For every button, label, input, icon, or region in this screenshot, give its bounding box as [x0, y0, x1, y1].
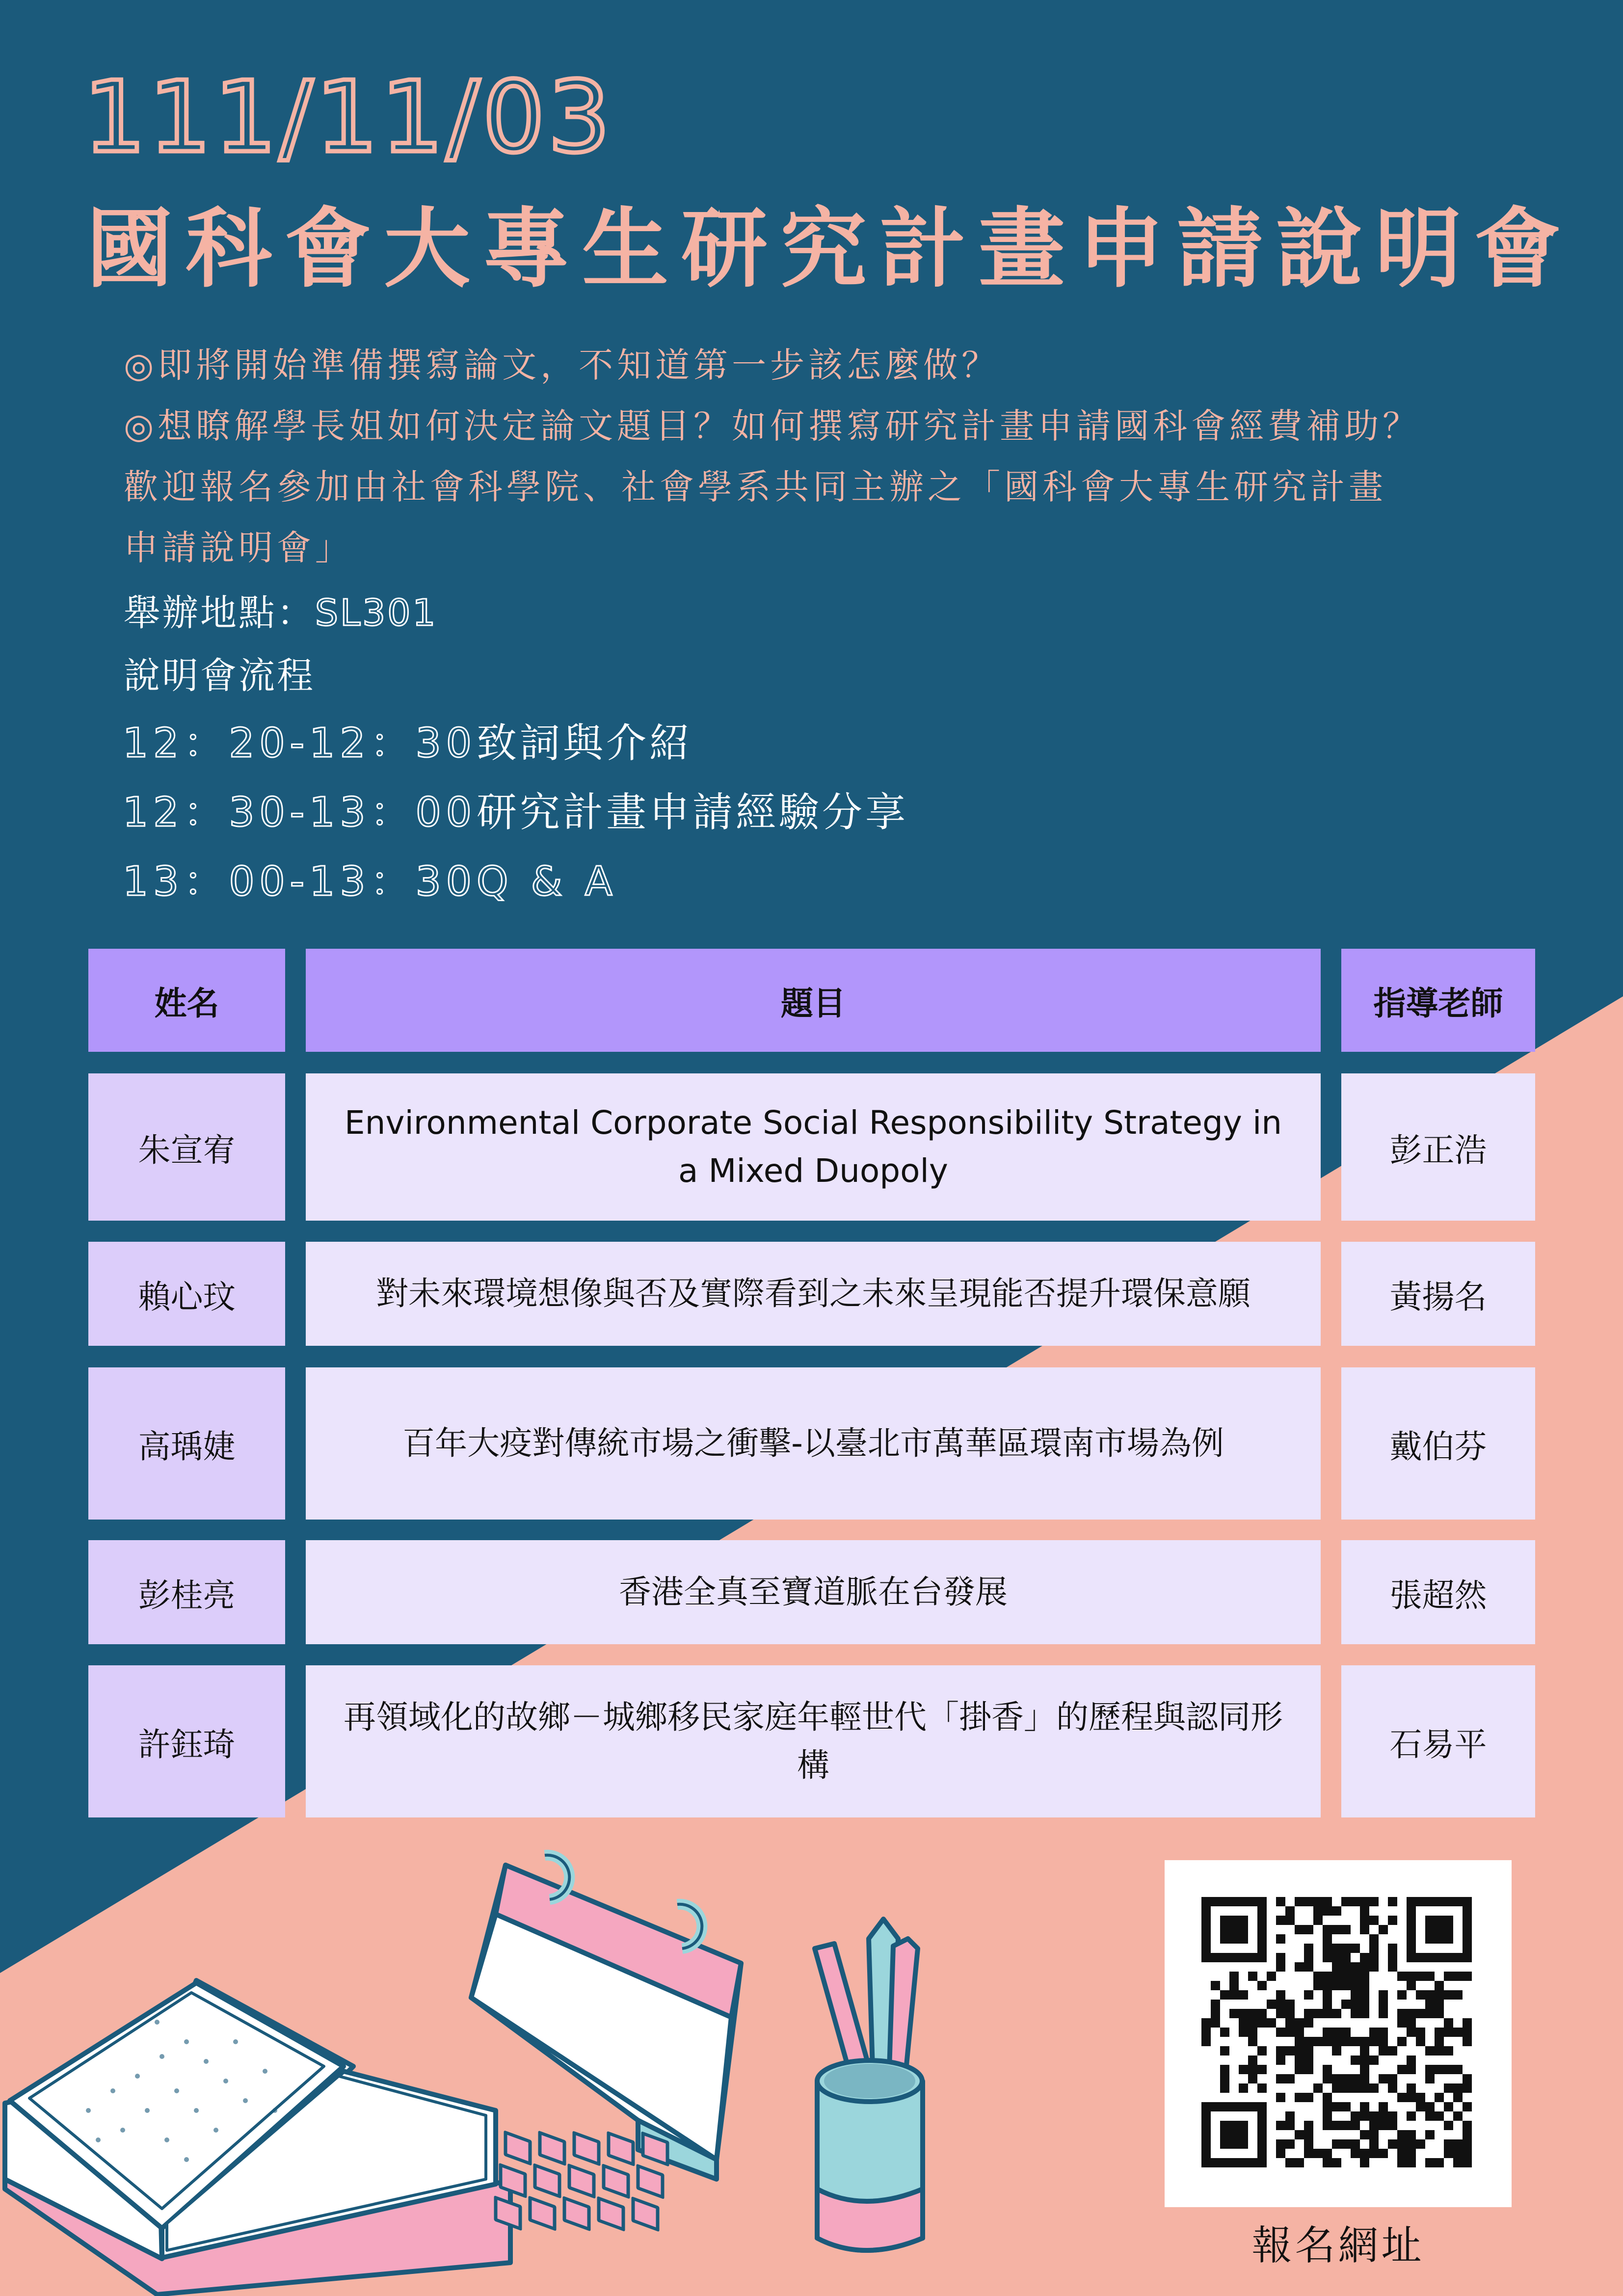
- schedule-item: 研究計畫申請經驗分享: [476, 789, 908, 836]
- schedule-row: [123, 720, 692, 767]
- table-cell-advisor: 戴伯芬: [1341, 1367, 1535, 1520]
- table-cell-topic: 百年大疫對傳統市場之衝擊-以臺北市萬華區環南市場為例: [306, 1367, 1321, 1520]
- table-cell-advisor: 石易平: [1341, 1665, 1535, 1817]
- table-cell-name: 朱宣宥: [88, 1073, 285, 1221]
- schedule-time: 13：00-13：30: [123, 858, 477, 905]
- schedule-time: 12：20-12：30: [123, 720, 477, 767]
- schedule-item: Q & A: [476, 858, 617, 905]
- table-cell-name: 彭桂亮: [88, 1540, 285, 1644]
- open-book-icon: [5, 1980, 510, 2295]
- qr-label: 報名網址: [1251, 2222, 1425, 2269]
- event-title: 國科會大專生研究計畫申請說明會: [86, 199, 1574, 299]
- desk-calendar-icon: [471, 1855, 741, 2230]
- table-cell-advisor: 彭正浩: [1341, 1073, 1535, 1221]
- table-cell-advisor: 黃揚名: [1341, 1242, 1535, 1346]
- schedule-row: [123, 789, 908, 836]
- agenda-title: 說明會流程: [124, 655, 315, 697]
- table-cell-name: 高瑀婕: [88, 1367, 285, 1520]
- table-cell-name: 賴心玟: [88, 1242, 285, 1346]
- intro-text: [124, 335, 1459, 578]
- header-name: 姓名: [88, 949, 285, 1052]
- schedule-item: 致詞與介紹: [476, 720, 692, 767]
- registration-qr-code[interactable]: [1165, 1860, 1512, 2207]
- intro-line: 歡迎報名參加由社會科學院、社會學系共同主辦之「國科會大專生研究計畫: [124, 467, 1387, 507]
- schedule-time: 12：30-13：00: [123, 789, 477, 836]
- pencil-cup-icon: [815, 1919, 923, 2250]
- header-topic: 題目: [306, 949, 1321, 1052]
- table-cell-name: 許鈺琦: [88, 1665, 285, 1817]
- table-cell-topic: 對未來環境想像與否及實際看到之未來呈現能否提升環保意願: [306, 1242, 1321, 1346]
- header-advisor: 指導老師: [1341, 949, 1535, 1052]
- venue-value: SL301: [315, 592, 438, 634]
- venue: [124, 592, 438, 634]
- table-cell-advisor: 張超然: [1341, 1540, 1535, 1644]
- venue-label: 舉辦地點：: [124, 592, 315, 634]
- table-cell-topic: 香港全真至寶道脈在台發展: [306, 1540, 1321, 1644]
- intro-line: 申請說明會」: [124, 528, 353, 568]
- event-date: 111/11/03: [83, 60, 613, 175]
- intro-line: ◎想瞭解學長姐如何決定論文題目？如何撰寫研究計畫申請國科會經費補助？: [124, 406, 1421, 446]
- table-cell-topic: 再領域化的故鄉－城鄉移民家庭年輕世代「掛香」的歷程與認同形構: [306, 1665, 1321, 1817]
- intro-line: ◎即將開始準備撰寫論文，不知道第一步該怎麼做？: [124, 345, 1000, 385]
- illustration-group: [0, 1836, 982, 2296]
- qr-code-icon: [1165, 1860, 1512, 2207]
- schedule-row: [123, 858, 617, 905]
- table-cell-topic: Environmental Corporate Social Responsibility Strategy in a Mixed Duopoly: [306, 1073, 1321, 1221]
